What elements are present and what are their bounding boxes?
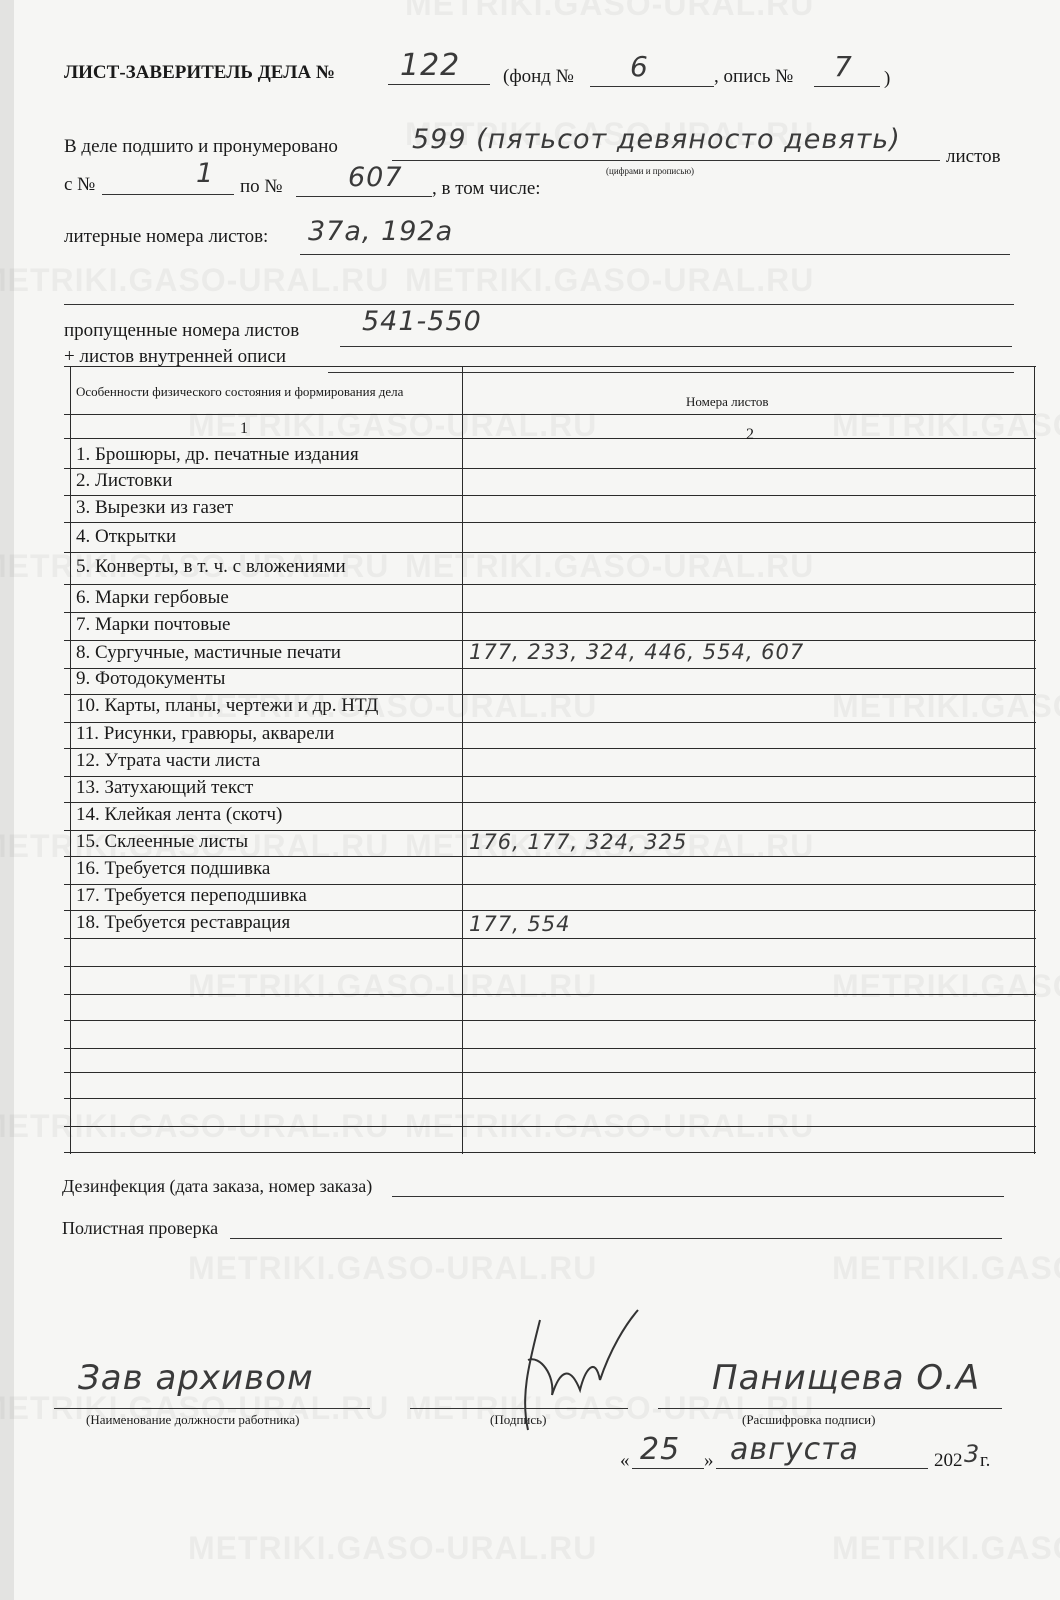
table-border <box>462 366 463 1154</box>
position-line <box>54 1408 370 1409</box>
from-line <box>102 194 234 195</box>
row-4-label: 4. Открытки <box>76 526 177 547</box>
table-border <box>64 1020 1036 1021</box>
watermark <box>188 1530 597 1567</box>
missing-label: пропущенные номера листов <box>64 320 300 341</box>
date-month: августа <box>730 1432 859 1467</box>
inner-inventory-label: + листов внутренней описи <box>64 346 287 367</box>
check-line <box>230 1238 1002 1239</box>
row-14-label: 14. Клейкая лента (скотч) <box>76 804 283 825</box>
to-line <box>296 196 432 197</box>
count-suffix: листов <box>946 146 1001 167</box>
row-11-label: 11. Рисунки, гравюры, акварели <box>76 723 335 744</box>
row-3-label: 3. Вырезки из газет <box>76 497 234 518</box>
table-border <box>64 1048 1036 1049</box>
signature-hint: (Подпись) <box>490 1412 547 1427</box>
date-year-suffix: 3 <box>964 1440 981 1468</box>
col1-header: Особенности физического состояния и формирования дела <box>76 384 404 399</box>
table-border <box>64 495 1036 496</box>
date-close-quote: » <box>704 1450 714 1471</box>
table-border <box>64 1098 1036 1099</box>
table-border <box>64 856 1036 857</box>
check-label: Полистная проверка <box>62 1218 219 1238</box>
row-16-label: 16. Требуется подшивка <box>76 858 271 879</box>
fond-label: (фонд № <box>503 66 574 87</box>
to-tail: , в том числе: <box>432 178 541 199</box>
watermark <box>405 262 814 299</box>
from-value: 1 <box>196 158 215 189</box>
row-8-pages: 177, 233, 324, 446, 554, 607 <box>469 640 805 664</box>
row-17-label: 17. Требуется переподшивка <box>76 885 307 906</box>
missing-value: 541-550 <box>362 306 482 337</box>
date-month-line <box>716 1468 928 1469</box>
features-table <box>64 366 1036 1154</box>
name-line <box>658 1408 1002 1409</box>
table-border <box>70 366 71 1154</box>
row-10-label: 10. Карты, планы, чертежи и др. НТД <box>76 695 379 716</box>
row-6-label: 6. Марки гербовые <box>76 587 229 608</box>
position-value: Зав архивом <box>78 1358 314 1398</box>
opis-value: 7 <box>834 50 853 83</box>
to-label: по № <box>240 176 283 197</box>
date-day: 25 <box>640 1432 681 1467</box>
table-border <box>64 438 1036 439</box>
opis-close: ) <box>884 68 891 89</box>
table-border <box>64 994 1036 995</box>
row-7-label: 7. Марки почтовые <box>76 614 231 635</box>
count-label: В деле подшито и пронумеровано <box>64 136 338 157</box>
count-value: 599 (пятьсот девяносто девять) <box>412 124 901 155</box>
row-15-pages: 176, 177, 324, 325 <box>469 830 688 854</box>
case-number-value: 122 <box>400 48 461 83</box>
table-border <box>64 584 1036 585</box>
table-border <box>64 802 1036 803</box>
missing-line <box>340 346 1012 347</box>
date-open-quote: « <box>620 1450 630 1471</box>
date-year-unit: г. <box>980 1450 991 1471</box>
name-hint: (Расшифровка подписи) <box>742 1412 876 1427</box>
row-18-label: 18. Требуется реставрация <box>76 912 291 933</box>
table-border <box>64 414 1036 415</box>
watermark <box>832 1530 1060 1567</box>
watermark <box>188 1250 597 1287</box>
letter-numbers-line <box>300 254 1010 255</box>
from-label: с № <box>64 174 96 195</box>
table-border <box>64 966 1036 967</box>
count-hint: (цифрами и прописью) <box>606 166 695 176</box>
row-2-label: 2. Листовки <box>76 470 173 491</box>
watermark <box>405 0 814 23</box>
date-day-line <box>632 1468 704 1469</box>
table-border <box>64 612 1036 613</box>
col2-header: Номера листов <box>686 394 769 409</box>
letter-numbers-value: 37а, 192а <box>308 216 454 247</box>
table-border <box>1034 366 1035 1154</box>
blank-line <box>64 304 1014 305</box>
table-border <box>64 748 1036 749</box>
col2-number: 2 <box>746 426 754 443</box>
table-border <box>64 366 1036 367</box>
col1-number: 1 <box>240 420 248 437</box>
count-line <box>392 160 940 161</box>
letter-numbers-label: литерные номера листов: <box>64 226 269 247</box>
row-8-label: 8. Сургучные, мастичные печати <box>76 642 341 663</box>
name-value: Панищева О.А <box>712 1358 981 1398</box>
table-border <box>64 1152 1036 1153</box>
disinfection-line <box>392 1196 1004 1197</box>
opis-label: , опись № <box>714 66 794 87</box>
table-border <box>64 1072 1036 1073</box>
fond-value: 6 <box>630 50 649 83</box>
table-border <box>64 522 1036 523</box>
row-18-pages: 177, 554 <box>469 912 571 936</box>
to-value: 607 <box>348 162 403 193</box>
table-border <box>64 552 1036 553</box>
disinfection-label: Дезинфекция (дата заказа, номер заказа) <box>62 1176 373 1196</box>
opis-line <box>814 86 880 87</box>
row-15-label: 15. Склеенные листы <box>76 831 249 852</box>
table-border <box>64 938 1036 939</box>
row-12-label: 12. Утрата части листа <box>76 750 261 771</box>
fond-line <box>590 86 714 87</box>
position-hint: (Наименование должности работника) <box>86 1412 300 1427</box>
row-13-label: 13. Затухающий текст <box>76 777 254 798</box>
row-1-label: 1. Брошюры, др. печатные издания <box>76 444 359 465</box>
row-5-label: 5. Конверты, в т. ч. с вложениями <box>76 556 346 577</box>
table-border <box>64 468 1036 469</box>
watermark <box>832 1250 1060 1287</box>
row-9-label: 9. Фотодокументы <box>76 668 226 689</box>
table-border <box>64 910 1036 911</box>
watermark <box>0 262 389 299</box>
date-year-prefix: 202 <box>934 1450 963 1471</box>
case-number-line <box>388 84 490 85</box>
form-title: ЛИСТ-ЗАВЕРИТЕЛЬ ДЕЛА № <box>64 62 335 83</box>
table-border <box>64 1126 1036 1127</box>
signature-line <box>410 1408 628 1409</box>
